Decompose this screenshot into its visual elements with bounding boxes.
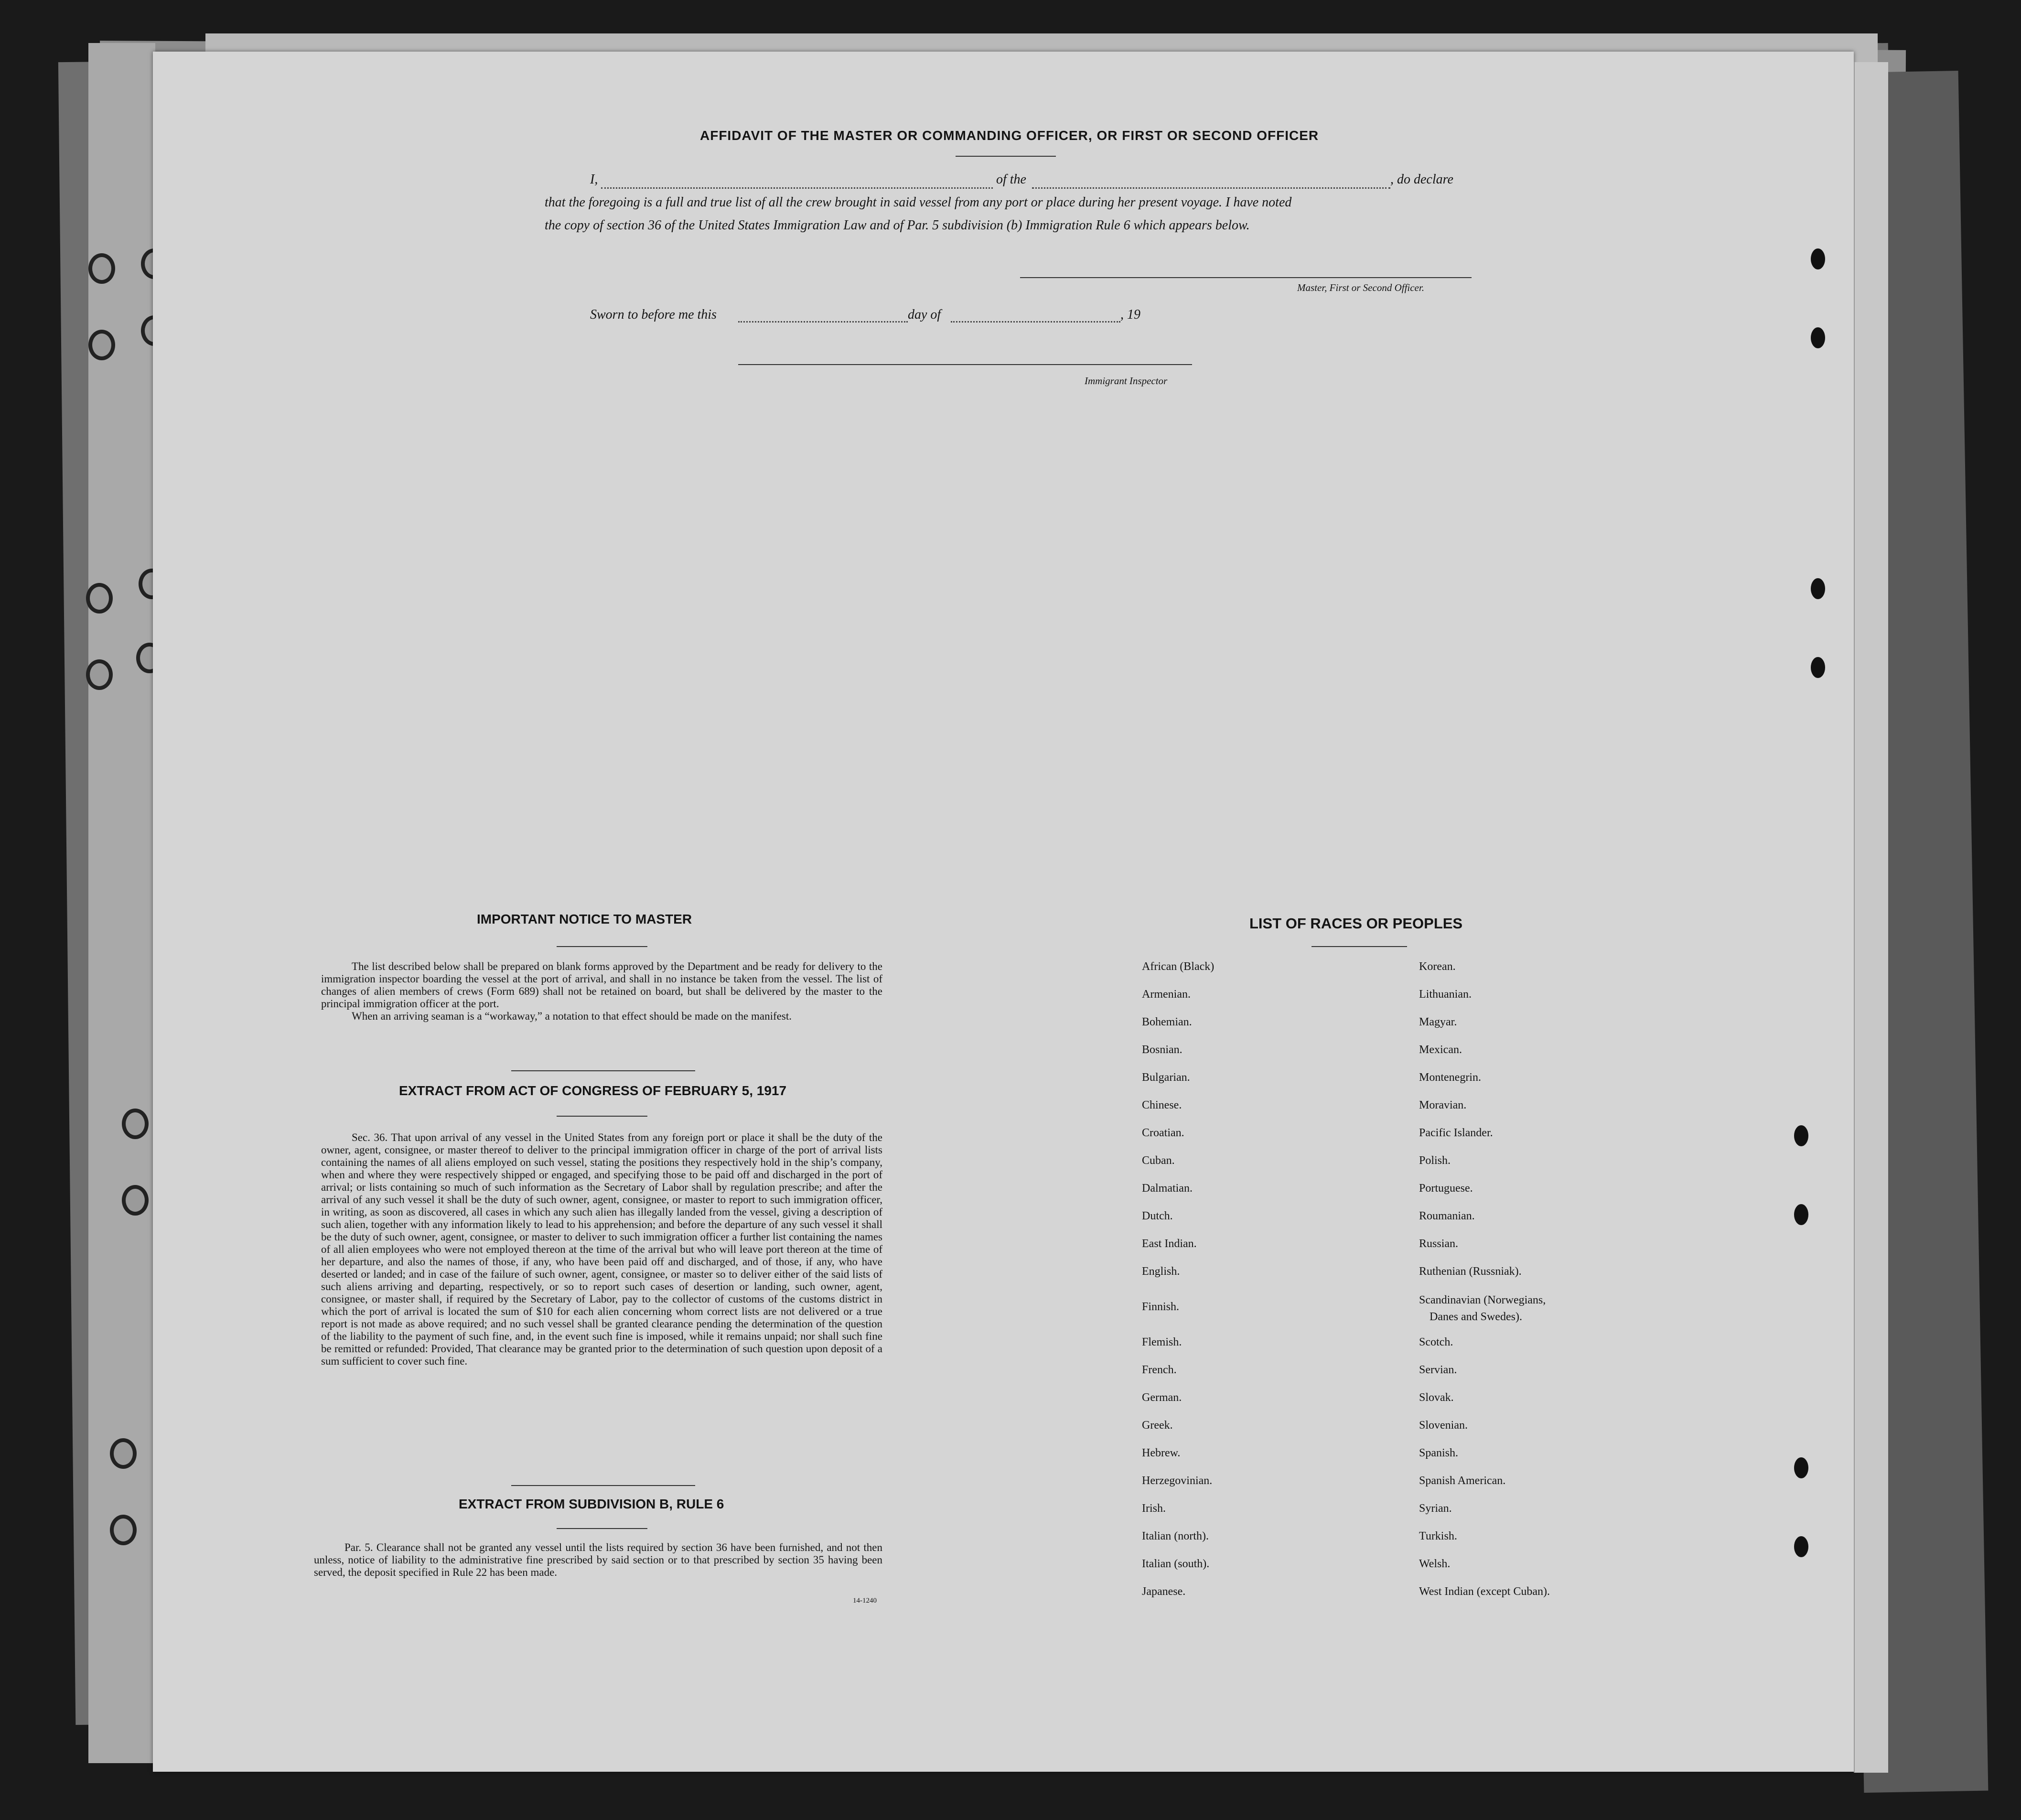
- race-item: Bosnian.: [1142, 1044, 1182, 1056]
- affidavit-line1-of: of the: [996, 172, 1026, 187]
- sworn-year: , 19: [1120, 307, 1140, 322]
- binder-hole-icon: [110, 1438, 137, 1469]
- sworn-day-field[interactable]: [738, 321, 908, 323]
- signature-line[interactable]: [1020, 277, 1472, 278]
- race-item: Bohemian.: [1142, 1016, 1192, 1028]
- race-item-continuation: Danes and Swedes).: [1430, 1311, 1522, 1323]
- race-item: Flemish.: [1142, 1336, 1182, 1348]
- race-item: Slovak.: [1419, 1391, 1454, 1404]
- punch-hole-icon: [1811, 578, 1825, 599]
- extract-rule-title: EXTRACT FROM SUBDIVISION B, RULE 6: [459, 1497, 724, 1511]
- title-underline: [956, 156, 1056, 157]
- race-item: Slovenian.: [1419, 1419, 1468, 1432]
- race-item: Servian.: [1419, 1364, 1457, 1376]
- race-item: Italian (north).: [1142, 1530, 1209, 1542]
- notice-para2: When an arriving seaman is a “workaway,” a notation to that effect should be made on the manifest.: [352, 1010, 792, 1022]
- race-item: West Indian (except Cuban).: [1419, 1585, 1550, 1598]
- extract-rule-body: [314, 1541, 882, 1579]
- notice-title: IMPORTANT NOTICE TO MASTER: [477, 912, 692, 926]
- sworn-prefix: Sworn to before me this: [590, 307, 717, 322]
- race-item: Magyar.: [1419, 1016, 1457, 1028]
- extract-act-title: EXTRACT FROM ACT OF CONGRESS OF FEBRUARY 5, 1917: [399, 1083, 787, 1098]
- race-item: Chinese.: [1142, 1099, 1182, 1111]
- race-item: Scandinavian (Norwegians,: [1419, 1294, 1546, 1306]
- extract-rule-underline: [557, 1528, 647, 1529]
- signature-label: Master, First or Second Officer.: [1297, 282, 1424, 293]
- binder-hole-icon: [122, 1185, 149, 1216]
- punch-hole-icon: [1811, 657, 1825, 678]
- race-item: Turkish.: [1419, 1530, 1457, 1542]
- race-item: English.: [1142, 1265, 1180, 1278]
- race-item: French.: [1142, 1364, 1177, 1376]
- race-item: Mexican.: [1419, 1044, 1462, 1056]
- binder-hole-icon: [122, 1109, 149, 1139]
- race-item: African (Black): [1142, 960, 1215, 973]
- binder-hole-icon: [110, 1515, 137, 1545]
- race-item: Bulgarian.: [1142, 1071, 1190, 1084]
- race-item: Polish.: [1419, 1154, 1451, 1167]
- race-item: Dutch.: [1142, 1210, 1173, 1222]
- name-field[interactable]: [601, 187, 993, 189]
- affidavit-line3: the copy of section 36 of the United States Immigration Law and of Par. 5 subdivision (b) Immigration Rule 6 which appears below.: [545, 218, 1250, 233]
- race-item: Syrian.: [1419, 1502, 1452, 1515]
- race-item: Spanish.: [1419, 1447, 1459, 1459]
- vessel-field[interactable]: [1032, 187, 1390, 189]
- affidavit-title: AFFIDAVIT OF THE MASTER OR COMMANDING OFFICER, OR FIRST OR SECOND OFFICER: [700, 128, 1319, 143]
- affidavit-line1-prefix: I,: [590, 172, 598, 187]
- document-page: [153, 52, 1854, 1772]
- race-item: Pacific Islander.: [1419, 1127, 1493, 1139]
- binding-edge: [88, 43, 155, 1763]
- race-item: Japanese.: [1142, 1585, 1186, 1598]
- race-item: Herzegovinian.: [1142, 1475, 1213, 1487]
- race-item: Roumanian.: [1419, 1210, 1475, 1222]
- race-item: Welsh.: [1419, 1558, 1451, 1570]
- race-item: Croatian.: [1142, 1127, 1184, 1139]
- extract-act-text: Sec. 36. That upon arrival of any vessel in the United States from any foreign port or place it shall be the duty of the owner, agent, consignee, or master thereof to deliver to the principal immigration officer in charge of the port of arrival lists containing the names of all aliens employed on such vessel, stating the positions they respectively hold in the ship’s company, when and where they were respectively shipped or engaged, and specifying those to be paid off and discharged in the port of arrival; or lists containing so much of such information as the Secretary of Labor shall by regulation prescribe; and after the arrival of any such vessel it shall be the duty of such owner, agent, consignee, or master to report to such immigration officer, in writing, as soon as discovered, all cases in which any such alien has illegally landed from the vessel, giving a description of such alien, together with any information likely to lead to his apprehension; and before the departure of any such vessel it shall be the duty of such owner, agent, consignee, or master to deliver to such immigration officer a further list containing the names of all alien employees who were not employed thereon at the time of the arrival but who will leave port thereon at the time of her departure, and also the names of those, if any, who have been paid off and discharged, and of those, if any, who have deserted or landed; and in case of the failure of such owner, agent, consignee, or master so to deliver either of the said lists of such aliens arriving and departing, respectively, or so to report such cases of desertion or landing, such owner, agent, consignee, or master shall, if required by the Secretary of Labor, pay to the collector of customs of the customs district in which the port of arrival is located the sum of $10 for each alien concerning whom correct lists are not delivered or a true report is not made as above required; and no such vessel shall be granted clearance pending the determination of the question of the liability to the payment of such fine, and, in the event such fine is imposed, while it remains unpaid; nor shall such fine be remitted or refunded: Provided, That clearance may be granted prior to the determination of such question upon deposit of a sum sufficient to cover such fine.: [321, 1131, 882, 1367]
- punch-hole-icon: [1811, 248, 1825, 269]
- inspector-signature-line[interactable]: [738, 364, 1192, 365]
- race-item: Scotch.: [1419, 1336, 1453, 1348]
- race-item: Armenian.: [1142, 988, 1191, 1001]
- binder-hole-icon: [86, 659, 113, 690]
- race-item: German.: [1142, 1391, 1182, 1404]
- notice-para1: The list described below shall be prepared on blank forms approved by the Department and be ready for delivery to the immigration inspector boarding the vessel at the port of arrival, and shall in no instance be taken from the vessel. The list of changes of alien members of crews (Form 689) shall not be retained on board, but shall be delivered by the master to the principal immigration officer at the port.: [321, 960, 882, 1010]
- affidavit-line2: that the foregoing is a full and true list of all the crew brought in said vessel from any port or place during her present voyage. I have noted: [545, 195, 1292, 210]
- race-item: Portuguese.: [1419, 1182, 1473, 1195]
- race-item: Lithuanian.: [1419, 988, 1472, 1001]
- race-item: Spanish American.: [1419, 1475, 1506, 1487]
- punch-hole-icon: [1794, 1125, 1808, 1146]
- affidavit-line1-declare: , do declare: [1390, 172, 1453, 187]
- binder-hole-icon: [88, 330, 115, 360]
- race-item: Korean.: [1419, 960, 1456, 973]
- binder-hole-icon: [88, 253, 115, 284]
- form-number: 14-1240: [853, 1597, 877, 1605]
- races-title: LIST OF RACES OR PEOPLES: [1249, 915, 1463, 932]
- race-item: Greek.: [1142, 1419, 1173, 1432]
- extract-act-body: [321, 1131, 882, 1368]
- extract-act-underline: [557, 1116, 647, 1117]
- race-item: Irish.: [1142, 1502, 1166, 1515]
- section-divider: [511, 1485, 695, 1486]
- page-edge-strip: [1854, 62, 1888, 1773]
- punch-hole-icon: [1794, 1536, 1808, 1557]
- race-item: Dalmatian.: [1142, 1182, 1193, 1195]
- punch-hole-icon: [1794, 1204, 1808, 1225]
- race-item: Cuban.: [1142, 1154, 1175, 1167]
- notice-underline: [557, 946, 647, 947]
- race-item: Russian.: [1419, 1238, 1459, 1250]
- notice-body: [321, 960, 882, 1023]
- race-item: Ruthenian (Russniak).: [1419, 1265, 1522, 1278]
- section-divider: [511, 1070, 695, 1071]
- sworn-day-of: day of: [908, 307, 941, 322]
- race-item: Montenegrin.: [1419, 1071, 1481, 1084]
- race-item: East Indian.: [1142, 1238, 1197, 1250]
- punch-hole-icon: [1811, 327, 1825, 348]
- extract-rule-text: Par. 5. Clearance shall not be granted any vessel until the lists required by section 36 have been furnished, and not then unless, notice of liability to the administrative fine prescribed by said section or to that prescribed by section 35 having been served, the deposit specified in Rule 22 has been made.: [314, 1541, 882, 1578]
- races-underline: [1312, 946, 1407, 947]
- binder-hole-icon: [86, 583, 113, 614]
- race-item: Moravian.: [1419, 1099, 1467, 1111]
- punch-hole-icon: [1794, 1457, 1808, 1478]
- race-item: Finnish.: [1142, 1301, 1180, 1313]
- sworn-month-field[interactable]: [951, 321, 1120, 323]
- inspector-label: Immigrant Inspector: [1085, 375, 1168, 387]
- race-item: Hebrew.: [1142, 1447, 1181, 1459]
- race-item: Italian (south).: [1142, 1558, 1210, 1570]
